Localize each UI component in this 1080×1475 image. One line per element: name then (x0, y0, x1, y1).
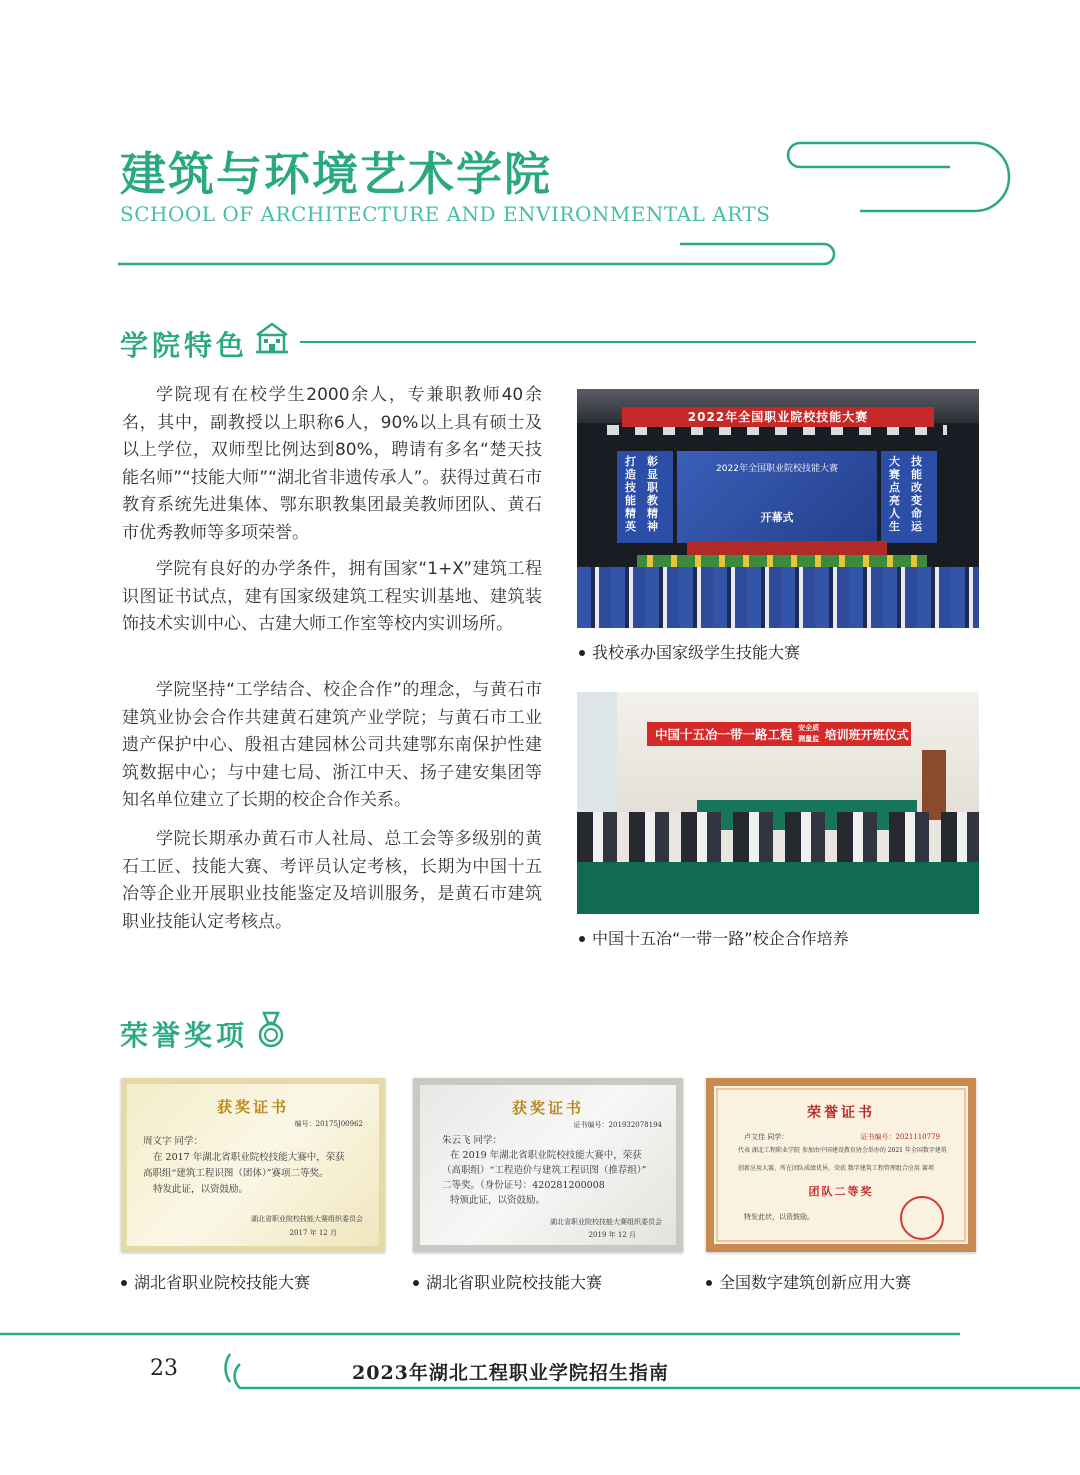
photo2-caption-text: 中国十五冶“一带一路”校企合作培养 (592, 929, 849, 948)
certificate-3-caption (706, 1270, 911, 1293)
page-number: 23 (150, 1356, 178, 1381)
certificate-1-number: 编号：20175J00962 (294, 1120, 363, 1128)
certificate-2-line-5: 特颁此证，以资鼓励。 (450, 1195, 546, 1206)
certificate-1-caption-text: 湖北省职业院校技能大赛 (134, 1273, 311, 1292)
certificate-2-caption-text: 湖北省职业院校技能大赛 (426, 1273, 603, 1292)
competition-opening-photo (577, 389, 979, 628)
feature-paragraph-2: 学院有良好的办学条件，拥有国家“1+X”建筑工程识图证书试点，建有国家级建筑工程实训基地、建筑装饰技术实训中心、古建大师工作室等校内实训场所。 (122, 559, 542, 634)
attendees (577, 812, 979, 862)
certificate-1-issuer: 湖北省职业院校技能大赛组织委员会 (251, 1215, 363, 1223)
bullet-dot (121, 1280, 127, 1286)
right-slogan-1: 大赛点亮人生 (889, 455, 900, 533)
side-table (577, 862, 979, 914)
certificate-2-date: 2019 年 12 月 (588, 1231, 636, 1239)
certificate-1-line-4: 特发此证，以资鼓励。 (153, 1184, 249, 1195)
certificate-2-issuer: 湖北省职业院校技能大赛组织委员会 (550, 1218, 662, 1226)
bullet-dot (579, 650, 585, 656)
window (577, 692, 617, 822)
certificate-2-caption (413, 1270, 602, 1293)
certificate-2-title: 获奖证书 (511, 1099, 584, 1117)
certificate-3-award: 团队二等奖 (808, 1185, 874, 1198)
feature-paragraph-3: 学院坚持“工学结合、校企合作”的理念，与黄石市建筑业协会合作共建黄石建筑产业学院；与黄石市工业遗产保护中心、殷祖古建园林公司共建鄂东南保护性建筑数据中心；与中建七局、浙江中天、扬子建安集团等知名单位建立了长期的校企合作关系。 (122, 680, 542, 810)
banner-small-1: 安全质 (798, 724, 820, 732)
certificate-1-date: 2017 年 12 月 (289, 1229, 337, 1237)
medal-icon (256, 1011, 286, 1049)
stage-table (687, 541, 887, 555)
certificate-3-title: 荣誉证书 (807, 1105, 875, 1121)
bullet-dot (413, 1280, 419, 1286)
page-title: 建筑与环境艺术学院 (120, 147, 552, 201)
feature-paragraph-1: 学院现有在校学生2000余人，专兼职教师40余名，其中，副教授以上职称6人，90%以上具有硕士及以上学位，双师型比例达到80%，聘请有多名“楚天技能名师”“技能大师”“湖北省非遗传承人”。获得过黄石市教育系统先进集体、鄂东职教集团最美教师团队、黄石市优秀教师等多项荣誉。 (122, 385, 542, 543)
training-banner (647, 722, 911, 746)
certificate-1-line-1: 周文字 同学： (143, 1136, 204, 1147)
certificate-3-line-2: 代表 湖北工程职业学院 参加由中国建设教育协会举办的 2021 年全国数字建筑 (738, 1147, 947, 1154)
certificate-2-line-4: 二等奖。（身份证号：420281200008 (442, 1180, 605, 1191)
door (922, 750, 946, 820)
section-heading-honors: 荣誉奖项 (120, 1019, 249, 1052)
certificate-1-caption (121, 1270, 310, 1293)
certificate-3-recipient: 卢文佳 同学： (744, 1133, 789, 1141)
training-class-photo (577, 692, 979, 914)
bullet-dot (706, 1280, 712, 1286)
footer-title: 2023年湖北工程职业学院招生指南 (352, 1362, 669, 1384)
certificate-3-line-3: 创新应用大赛，所在团队成绩优异，荣获 数字建筑工程管理组合应用 赛项 (738, 1165, 934, 1172)
red-seal (900, 1196, 944, 1240)
certificate-3-caption-text: 全国数字建筑创新应用大赛 (719, 1273, 912, 1292)
certificate-3 (706, 1078, 976, 1252)
certificate-2 (413, 1078, 683, 1252)
certificate-2-number: 证书编号：201932078194 (573, 1121, 662, 1129)
photo2-caption (579, 926, 849, 949)
certificate-1-line-2: 在 2017 年湖北省职业院校技能大赛中，荣获 (153, 1152, 345, 1163)
certificate-1-title: 获奖证书 (216, 1098, 289, 1116)
page-subtitle-en: SCHOOL OF ARCHITECTURE AND ENVIRONMENTAL ARTS (120, 202, 771, 226)
certificate-1-line-3: 高职组“建筑工程识图（团体）”赛项二等奖。 (143, 1168, 329, 1179)
certificate-2-line-1: 朱云飞 同学： (442, 1135, 503, 1146)
certificate-1 (121, 1078, 385, 1252)
left-slogan-1: 打造技能精英 (625, 455, 636, 533)
hall-banner: 2022年全国职业院校技能大赛 (622, 407, 934, 427)
feature-paragraph-4: 学院长期承办黄石市人社局、总工会等多级别的黄石工匠、技能大赛、考评员认定考核，长期为中国十五冶等企业开展职业技能鉴定及培训服务，是黄石市建筑职业技能认定考核点。 (122, 829, 542, 932)
screen-subtitle: 开幕式 (760, 511, 794, 524)
building-icon (254, 320, 290, 356)
flower-row (637, 555, 927, 567)
banner-end-text: 培训班开班仪式 (824, 728, 909, 742)
certificate-2-line-2: 在 2019 年湖北省职业院校技能大赛中，荣获 (450, 1150, 642, 1161)
banner-main-text: 中国十五冶一带一路工程 (655, 727, 793, 742)
screen-title: 2022年全国职业院校技能大赛 (716, 464, 838, 474)
audience (577, 567, 979, 628)
certificate-3-closing: 特发此状，以资鼓励。 (744, 1213, 814, 1221)
bullet-dot (579, 936, 585, 942)
left-slogan-2: 彰显职教精神 (647, 455, 658, 533)
photo1-caption-text: 我校承办国家级学生技能大赛 (592, 643, 801, 662)
room-wall (577, 692, 979, 812)
photo1-caption (579, 640, 800, 663)
banner-small-2: 测量监 (798, 735, 820, 743)
section-heading-features: 学院特色 (120, 329, 249, 362)
certificate-3-number: 证书编号：2021110779 (860, 1133, 940, 1141)
right-slogan-2: 技能改变命运 (911, 455, 922, 533)
section-rule-features (300, 341, 976, 343)
certificate-2-line-3: （高职组）“工程造价与建筑工程识图（推荐组）” (442, 1165, 647, 1176)
